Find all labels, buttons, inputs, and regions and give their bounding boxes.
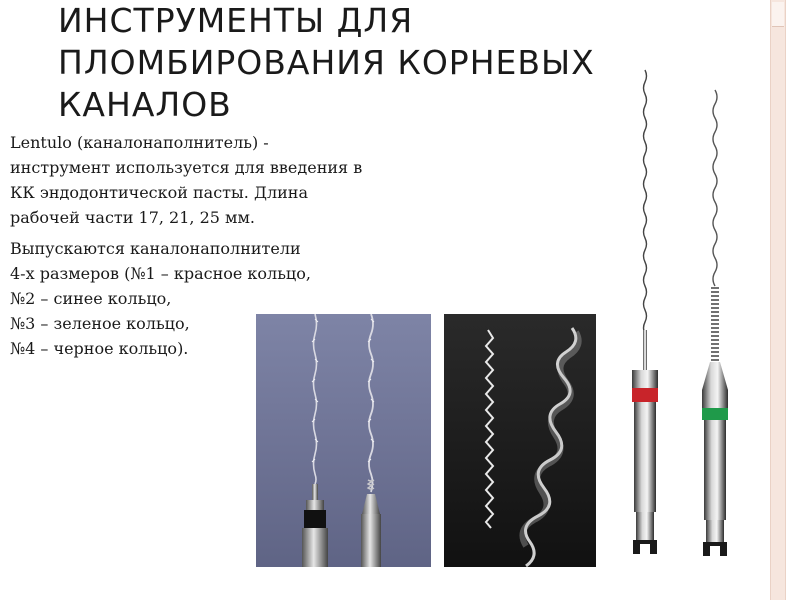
spiral-closeup-illustration xyxy=(444,314,596,567)
paragraph2-line-4: №3 – зеленое кольцо, xyxy=(10,314,190,333)
paragraph2-line-3: №2 – синее кольцо, xyxy=(10,289,172,308)
paragraph1-line-3: КК эндодонтической пасты. Длина xyxy=(10,183,308,202)
lentulo-instruments-svg xyxy=(600,60,760,580)
paragraph2-line-2: 4-х размеров (№1 – красное кольцо, xyxy=(10,264,311,283)
lentulo-tips-illustration xyxy=(256,314,431,567)
photo-spiral-closeup xyxy=(444,314,596,567)
photo-lentulo-tips xyxy=(256,314,431,567)
title-line-3: КАНАЛОВ xyxy=(58,85,232,124)
paragraph1-line-1: Lentulo (каналонаполнитель) - xyxy=(10,133,269,152)
paragraph-description xyxy=(10,130,470,230)
lentulo-instruments-illustration xyxy=(600,60,760,580)
paragraph1-line-4: рабочей части 17, 21, 25 мм. xyxy=(10,208,256,227)
paragraph1-line-2: инструмент используется для введения в xyxy=(10,158,363,177)
paragraph2-line-1: Выпускаются каналонаполнители xyxy=(10,239,301,258)
title-line-2: ПЛОМБИРОВАНИЯ КОРНЕВЫХ xyxy=(58,43,595,82)
paragraph2-line-5: №4 – черное кольцо). xyxy=(10,339,189,358)
decorative-band-tab xyxy=(772,2,784,27)
green-ring xyxy=(702,408,728,420)
title-line-1: ИНСТРУМЕНТЫ ДЛЯ xyxy=(58,1,414,40)
decorative-side-band xyxy=(770,0,786,600)
red-ring xyxy=(632,388,658,402)
